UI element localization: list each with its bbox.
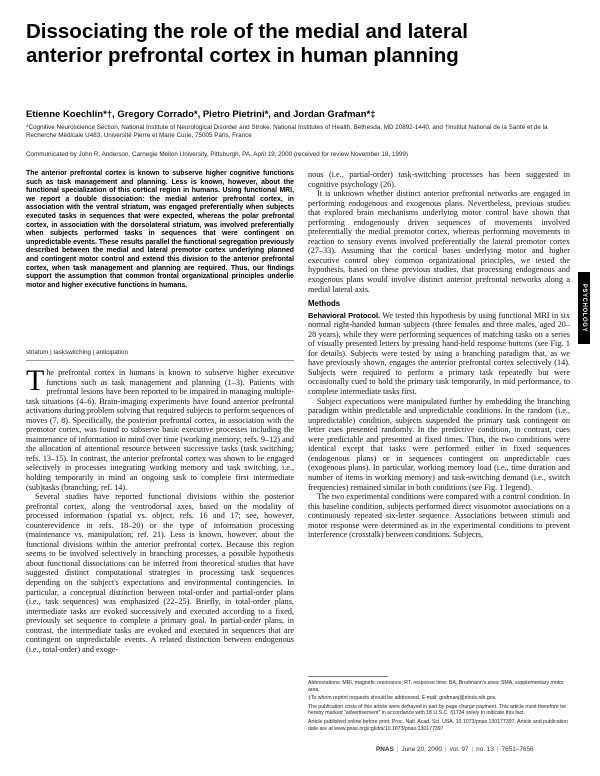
abstract: The anterior prefrontal cortex is known to subserve higher cognitive functions such as task management and planning. Less is known, however, about the functional specialization of this cortical region in humans. Using functional MRI, we report a double dissociation: the medial anterior prefrontal cortex, in association with the ventral striatum, was engaged preferentially when subjects executed tasks in sequences that were expected, whereas the polar prefrontal cortex, in association with the dorsolateral striatum, was involved preferentially when subjects performed tasks in sequences that were contingent on unpredictable events. These results parallel the functional segregation previously described between the medial and lateral premotor cortex underlying planned and contingent motor control and extend this division to the anterior prefrontal cortex, when task management and planning are required. Thus, our findings support the assumption that common frontal organizational principles underlie motor and higher executive functions in humans.	[26, 170, 294, 289]
footnote-published: Article published online before print: Proc. Natl. Acad. Sci. USA, 10.1073/pnas.130177397. Article and publication date are at www.pnas.org/cgi/doi/10.1073/pnas.130177397	[308, 718, 568, 732]
footer-separator: |	[496, 746, 499, 753]
protocol-text: We tested this hypothesis by using functional MRI in six normal right-handed human subjects (three females and three males, aged 20–28 years), while they were performing sequences of matching tasks on a series of visually presented letters by pressing hand-held response buttons (see Fig. 1 for details). Subjects were tested by using a branching paradigm that, as we have previously shown, engages the anterior prefrontal cortex selectively (14). Subjects were required to perform a primary task repeatedly but were occasionally cued to hold the primary task temporarily, in mid performance, to complete intermediate tasks first.	[308, 310, 571, 397]
hypothesis-paragraph: It is unknown whether distinct anterior prefrontal networks are engaged in performing endogenous and exogenous plans. Nevertheless, previous studies that explored brain mechanisms underlying motor control have shown that performing endogenously driven sequences of movements involved preferentially the medial premotor cortex, whereas performing movements in reaction to sensory events involved preferentially the lateral premotor cortex (27–33). Assuming that the cortical bases underlying motor and higher executive control obey common organizational principles, we tested the hypothesis, based on these previous studies, that processing endogenous and exogenous plans would involve distinct anterior prefrontal networks along a medial lateral axis.	[308, 189, 570, 294]
footer-pages: 7651–7656	[501, 746, 534, 753]
section-side-tab	[578, 272, 590, 344]
intro-paragraph-2: Several studies have reported functional divisions within the posterior prefrontal cortex, along the ventrodorsal axes, based on the modality of processed information (spatial vs. object, refs. 16 and 17; see, however, counterevidence in refs. 18–20) or the type of information processing (maintenance vs. manipulation; ref. 21). Less is known, however, about the functional divisions within the anterior prefrontal cortex. Because this region seems to be involved selectively in branching processes, a possible hypothesis about functional dissociations can be inferred from theoretical studies that have suggested distinct computational strategies in processing task sequences depending on the subject's expectations and environmental contingencies. In particular, a conceptual distinction between total-order and partial-order plans (i.e., task sequences) was emphasized (22–25). Briefly, in total-order plans, intermediate tasks are evoked successively and executed according to a fixed, previously set sequence to complete a primary goal. In partial-order plans, in contrast, the intermediate tasks are evoked and executed in sequences that are contingent on unpredictable events. A related distinction between endogenous (i.e., total-order) and exoge-	[26, 492, 294, 654]
footer-separator: |	[396, 746, 399, 753]
conditions-paragraph: Subject expectations were manipulated further by embedding the branching paradigm within predictable and unpredictable conditions. In the random (i.e., unpredictable) condition, subjects suspended the primary task contingent on letter cues presented randomly. In the predictive condition, in contrast, cues were predictable and presented at fixed times. Thus, the two conditions were identical except that tasks were performed either in fixed sequences (endogenous plans) or in sequences contingent on unpredictable cues (exogenous plans). In particular, working memory load (i.e., time duration and number of items in working memory) and task-switching demand (i.e., switch frequencies) remained similar in both conditions (see Fig. 1 legend).	[308, 396, 570, 492]
keywords: striatum | taskswitching | anticipation	[26, 349, 128, 356]
section-side-tab-label: PSYCHOLOGY	[581, 283, 587, 333]
footer-separator: |	[444, 746, 447, 753]
footer-journal: PNAS	[376, 746, 394, 753]
author-list: Etienne Koechlin*†, Gregory Corrado*, Pietro Pietrini*, and Jordan Grafman*‡	[26, 109, 376, 120]
body-column-left	[26, 364, 294, 654]
control-paragraph: The two experimental conditions were compared with a control condition. In this baseline condition, subjects performed direct visuomotor associations on a continuously repeated six-letter sequence. Associations between stimuli and motor response were determined as in the experimental conditions to prevent interference (crosstalk) between conditions. Subjects,	[308, 492, 570, 540]
intro-paragraph-1	[26, 364, 294, 492]
footer-volume: vol. 97	[449, 746, 469, 753]
drop-cap: T	[26, 364, 45, 397]
footnote-divider	[308, 676, 388, 677]
footer-separator: |	[471, 746, 474, 753]
footer-number: no. 13	[476, 746, 494, 753]
article-title: Dissociating the role of the medial and lateral anterior prefrontal cortex in human planning	[26, 20, 468, 67]
protocol-runin-heading: Behavioral Protocol.	[308, 310, 381, 320]
page-footer	[376, 746, 576, 753]
methods-heading: Methods	[308, 299, 341, 309]
communicated-line: Communicated by John R. Anderson, Carnegie Mellon University, Pittsburgh, PA, April 19, 2000 (received for review November 18, 1999)	[26, 151, 408, 158]
footnote-reprints: ‡To whom reprint requests should be addressed. E-mail: grafmanj@ninds.nih.gov.	[308, 695, 497, 702]
continuation-paragraph: nous (i.e., partial-order) task-switching processes has been suggested in cognitive psychology (26).	[308, 170, 570, 189]
footnote-abbreviations: Abbreviations: MRI, magnetic resonance; RT, response time; BA, Brodmann's area; SMA, supplementary motor area.	[308, 680, 564, 693]
protocol-paragraph	[308, 311, 570, 397]
keywords-divider	[26, 360, 294, 361]
footnotes	[308, 676, 570, 734]
body-column-right	[308, 170, 570, 540]
footer-date: June 20, 2000	[401, 746, 442, 753]
affiliation: *Cognitive Neuroscience Section, National Institute of Neurological Disorder and Stroke, National Institutes of Health, Bethesda, MD 20892-1440; and †Institut National de la Santé et de la Recherche Médicale U483, Université Pierre et Marie Curie, 75005 Paris, France	[26, 124, 548, 140]
footnote-charges: The publication costs of this article were defrayed in part by page charge payment. This article must therefore be hereby marked "advertisement" in accordance with 18 U.S.C. §1734 solely to indicate this fact.	[308, 703, 566, 717]
intro-paragraph-1-text: he prefrontal cortex in humans is known to subserve higher executive functions such as task management and planning (1–3). Patients with prefrontal lesions have been reported to be impaired in managing multiple-task situations (4–6). Brain-imaging experiments have found anterior prefrontal activations during problem solving that required subjects to perform sequences of moves (7, 8). Specifically, the posterior prefrontal cortex, in association with the premotor cortex, was found to subserve basic executive processes including the maintenance of information in mind over time (working memory; refs. 9–12) and the allocation of attentional resource between successive tasks (task switching; refs. 13–15). In contrast, the anterior prefrontal cortex was shown to be engaged selectively in processes integrating working memory and task switching, i.e., holding temporarily in mind an ongoing task to complete first intermediate (sub)tasks (branching; ref. 14).	[26, 368, 294, 492]
